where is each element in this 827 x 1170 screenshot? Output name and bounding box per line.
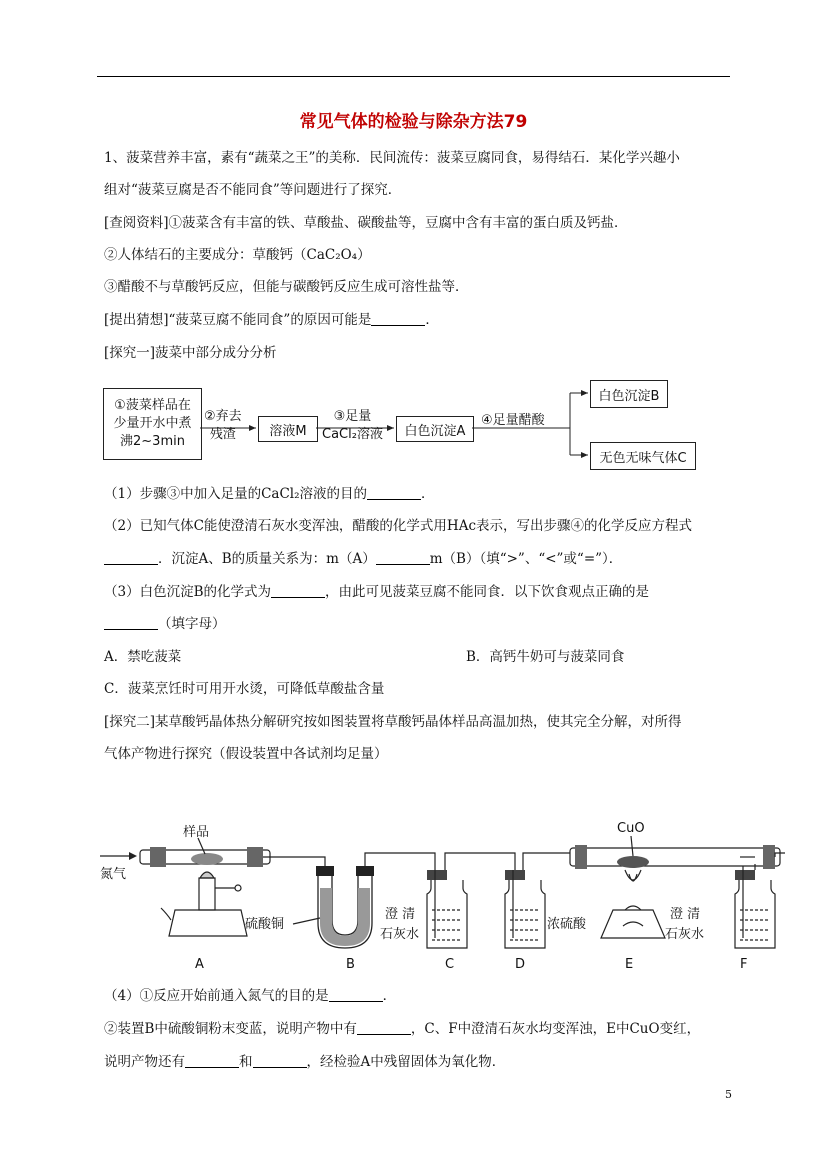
text-line [104, 1020, 700, 1038]
text-line [104, 1053, 505, 1071]
bottle-c [427, 880, 467, 948]
flow-text: CaCl₂溶液 [322, 427, 383, 442]
answer-blank[interactable] [376, 550, 430, 565]
flow-text: ①菠菜样品在 [114, 398, 191, 413]
answer-blank[interactable] [329, 987, 383, 1002]
answer-blank[interactable] [253, 1053, 307, 1068]
burner-a [199, 878, 215, 910]
text-line [104, 550, 622, 568]
text-span: ． [421, 486, 435, 502]
label-b: B [346, 957, 355, 972]
text-line: ②人体结石的主要成分：草酸钙（CaC₂O₄） [104, 247, 371, 263]
limewater-c-label: 澄 清 [385, 907, 416, 922]
text-line [104, 583, 649, 601]
text-line: 1、菠菜营养丰富，素有“蔬菜之王”的美称．民间流传：菠菜豆腐同食，易得结石．某化学兴趣小 [104, 150, 680, 166]
h2so4-label: 浓硫酸 [547, 917, 587, 932]
text-line [104, 485, 435, 503]
text-span: 说明产物还有 [104, 1054, 185, 1070]
page-number: 5 [725, 1088, 732, 1101]
label-d: D [515, 957, 526, 972]
text-span: [提出猜想]“菠菜豆腐不能同食”的原因可能是 [104, 312, 372, 328]
bottle-d [505, 880, 545, 948]
text-span: 和 [239, 1054, 253, 1070]
answer-blank[interactable] [104, 550, 158, 565]
text-span: （3）白色沉淀B的化学式为 [104, 584, 272, 600]
limewater-c-label: 石灰水 [380, 927, 420, 942]
option-c: C．菠菜烹饪时可用开水烫，可降低草酸盐含量 [104, 681, 385, 697]
answer-blank[interactable] [104, 615, 158, 630]
text-span: （1）步骤③中加入足量的CaCl₂溶液的目的 [104, 486, 368, 502]
flow-box-gas-c: 无色无味气体C [590, 442, 696, 470]
flow-text: 少量开水中煮 [113, 416, 192, 431]
text-line: 气体产物进行探究（假设装置中各试剂均足量） [104, 746, 388, 762]
label-f: F [740, 957, 748, 972]
text-span: ，经检验A中残留固体为氧化物． [306, 1054, 506, 1070]
bottle-f [735, 880, 775, 948]
cuo-label: CuO [617, 821, 645, 836]
text-span: ②装置B中硫酸铜粉末变蓝，说明产物中有 [104, 1021, 357, 1037]
answer-blank[interactable] [271, 583, 325, 598]
limewater-f-label: 石灰水 [665, 927, 705, 942]
flow-text: 沸2~3min [120, 434, 185, 449]
flow-box-solution-m: 溶液M [258, 416, 318, 442]
answer-blank[interactable] [367, 485, 421, 500]
text-span: ，由此可见菠菜豆腐不能同食．以下饮食观点正确的是 [325, 584, 650, 600]
text-span: （填字母） [158, 616, 226, 632]
answer-blank[interactable] [185, 1053, 239, 1068]
text-line [104, 987, 396, 1005]
apparatus-diagram [95, 808, 785, 978]
text-span: ． [425, 312, 439, 328]
text-line: ③醋酸不与草酸钙反应，但能与碳酸钙反应生成可溶性盐等． [104, 279, 469, 295]
text-span: ． [382, 988, 397, 1004]
text-span: （4）①反应开始前通入氮气的目的是 [104, 988, 329, 1004]
sample-pile [191, 853, 223, 865]
flow-arrows [0, 0, 827, 480]
flow-box-precipitate-a: 白色沉淀A [396, 416, 474, 442]
text-span: ．沉淀A、B的质量关系为：m（A） [158, 551, 376, 567]
page-title: 常见气体的检验与除杂方法79 [299, 112, 528, 132]
nitrogen-label: 氮气 [100, 867, 127, 882]
label-a: A [195, 957, 204, 972]
text-line [104, 615, 226, 633]
answer-blank[interactable] [357, 1020, 411, 1035]
flow-arrow3-label: ④足量醋酸 [481, 413, 545, 428]
flow-text: ②弃去 [204, 409, 242, 424]
text-line: 组对“菠菜豆腐是否不能同食”等问题进行了探究． [104, 182, 402, 198]
cuo-pile [617, 856, 649, 868]
flow-text: 残渣 [209, 427, 236, 442]
text-line: （2）已知气体C能使澄清石灰水变浑浊，醋酸的化学式用HAc表示，写出步骤④的化学反应方程式 [104, 518, 693, 534]
limewater-f-label: 澄 清 [670, 907, 701, 922]
flow-box-precipitate-b: 白色沉淀B [590, 380, 668, 408]
label-e: E [625, 957, 634, 972]
text-span: m（B）（填“>”、“<”或“=”）． [429, 551, 623, 567]
text-line: [探究二]某草酸钙晶体热分解研究按如图装置将草酸钙晶体样品高温加热，使其完全分解，对所得 [104, 714, 682, 730]
lamp-e [601, 910, 665, 938]
sample-label: 样品 [183, 825, 210, 840]
option-a: A．禁吃菠菜 [104, 649, 182, 665]
label-c: C [445, 957, 455, 972]
flow-text: ③足量 [333, 409, 372, 424]
option-b: B．高钙牛奶可与菠菜同食 [466, 649, 625, 665]
text-line: [查阅资料]①菠菜含有丰富的铁、草酸盐、碳酸盐等，豆腐中含有丰富的蛋白质及钙盐． [104, 215, 628, 231]
burner-base [169, 910, 247, 936]
cuso4-label: 硫酸铜 [245, 917, 285, 932]
text-line: [探究一]菠菜中部分成分分析 [104, 345, 277, 361]
text-span: ，C、F中澄清石灰水均变浑浊，E中CuO变红， [410, 1021, 701, 1037]
flame-e [625, 870, 641, 880]
